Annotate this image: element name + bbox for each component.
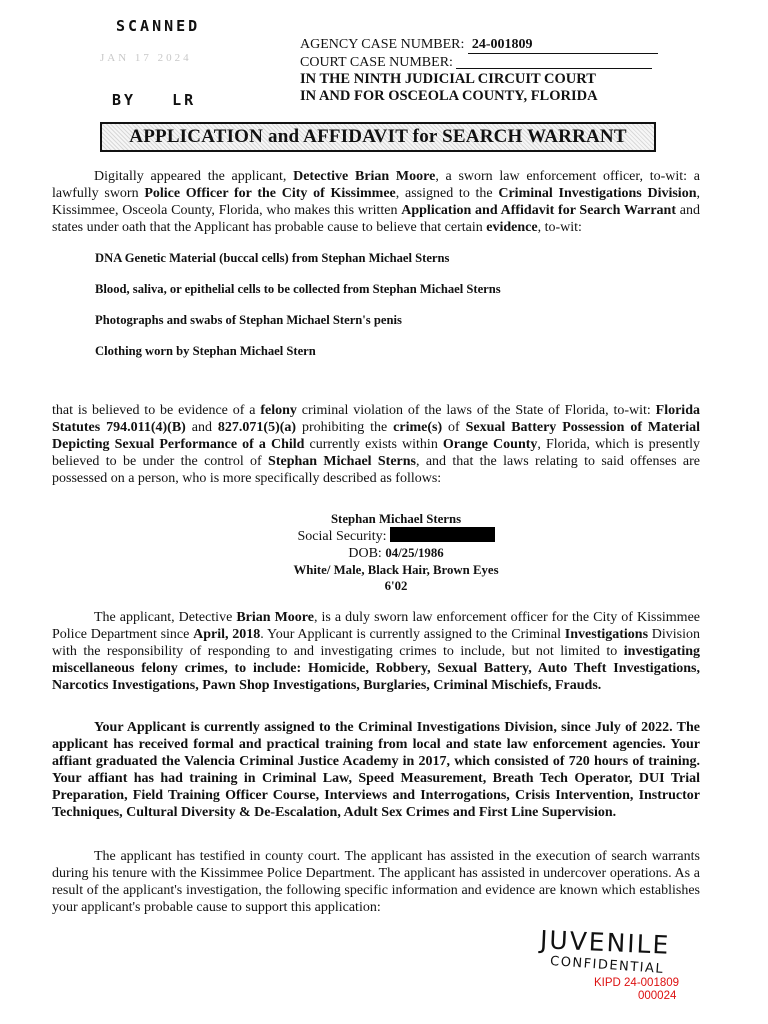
confidential-stamp: CONFIDENTIAL <box>549 954 665 977</box>
scanned-by-initials: BY LR <box>112 91 197 109</box>
ssn-label: Social Security: <box>297 529 387 544</box>
bates-line1: KIPD 24-001809 <box>594 977 680 989</box>
applicant-paragraph: The applicant, Detective Brian Moore, is a duly sworn law enforcement officer for the City of Kissimmee Police Department since April, 2018. Your Applicant is currently assigned to the Criminal Investigations Division with the responsibility of responding to and investigating crimes to include, but not limited to investigating miscellaneous felony crimes, to include: Homicide, Robbery, Sexual Battery, Auto Theft Investigations, Narcotics Investigations, Pawn Shop Investigations, Burglaries, Criminal Mischiefs, Frauds. <box>52 610 701 693</box>
scanned-stamp: SCANNED <box>116 17 201 35</box>
dob-value: 04/25/1986 <box>385 546 444 560</box>
subject-description <box>236 511 556 594</box>
agency-case-number: 24-001809 <box>468 36 658 54</box>
evidence-item-dna: DNA Genetic Material (buccal cells) from Stephan Michael Sterns <box>95 251 450 265</box>
faded-date-stamp: JAN 17 2024 <box>100 52 192 64</box>
training-paragraph: Your Applicant is currently assigned to the Criminal Investigations Division, since July of 2022. The applicant has received formal and practical training from local and state law enforcement agencies. Your affiant graduated the Valencia Criminal Justice Academy in 2017, which consisted of 720 hours of training. Your affiant has had training in Criminal Law, Speed Measurement, Breath Tech Operator, DUI Trial Preparation, Field Training Officer Course, Interviews and Interrogations, Crisis Intervention, Instructor Techniques, Cultural Diversity & De-Escalation, Adult Sex Crimes and First Line Supervision. <box>52 720 700 820</box>
ssn-redaction <box>390 527 495 542</box>
violation-paragraph: that is believed to be evidence of a felony criminal violation of the laws of the State of Florida, to-wit: Florida Statutes 794.011(4)(B) and 827.071(5)(a) prohibiting the crime(s) of Sexual Battery Possession of Material Depicting Sexual Performance of a Child currently exists within Orange County, Florida, which is presently believed to be under the control of Stephan Michael Sterns, and that the laws relating to said offenses are possessed on a person, who is more specifically described as follows: <box>52 403 701 486</box>
case-header <box>300 36 660 105</box>
document-title: APPLICATION and AFFIDAVIT for SEARCH WARRANT <box>100 122 656 152</box>
subject-name: Stephan Michael Sterns <box>330 512 462 526</box>
court-case-number <box>456 54 652 69</box>
evidence-item-clothing: Clothing worn by Stephan Michael Stern <box>95 344 316 358</box>
evidence-item-photographs: Photographs and swabs of Stephan Michael Stern's penis <box>95 313 402 327</box>
bates-number <box>594 977 679 1003</box>
dob-label: DOB: <box>348 546 386 561</box>
juvenile-stamp: JUVENILE <box>539 925 671 960</box>
evidence-item-blood: Blood, saliva, or epithelial cells to be collected from Stephan Michael Sterns <box>95 282 501 296</box>
agency-case-label: AGENCY CASE NUMBER: <box>300 37 465 52</box>
bates-line2: 000024 <box>638 990 677 1002</box>
intro-paragraph: Digitally appeared the applicant, Detective Brian Moore, a sworn law enforcement officer, to-wit: a lawfully sworn Police Officer for the City of Kissimmee, assigned to the Criminal Investigations Division, Kissimmee, Osceola County, Florida, who makes this written Application and Affidavit for Search Warrant and states under oath that the Applicant has probable cause to believe that certain evidence, to-wit: <box>52 169 700 235</box>
court-name-line1: IN THE NINTH JUDICIAL CIRCUIT COURT <box>300 71 596 87</box>
subject-physical-description: White/ Male, Black Hair, Brown Eyes <box>293 563 499 577</box>
testimony-paragraph: The applicant has testified in county court. The applicant has assisted in the execution of search warrants during his tenure with the Kissimmee Police Department. The applicant has assisted in undercover operations. As a result of the applicant's investigation, the following specific information and evidence are known which establishes your applicant's probable cause to support this application: <box>52 849 700 915</box>
subject-height: 6'02 <box>384 579 408 593</box>
court-case-label: COURT CASE NUMBER: <box>300 55 453 70</box>
court-name-line2: IN AND FOR OSCEOLA COUNTY, FLORIDA <box>300 88 598 104</box>
